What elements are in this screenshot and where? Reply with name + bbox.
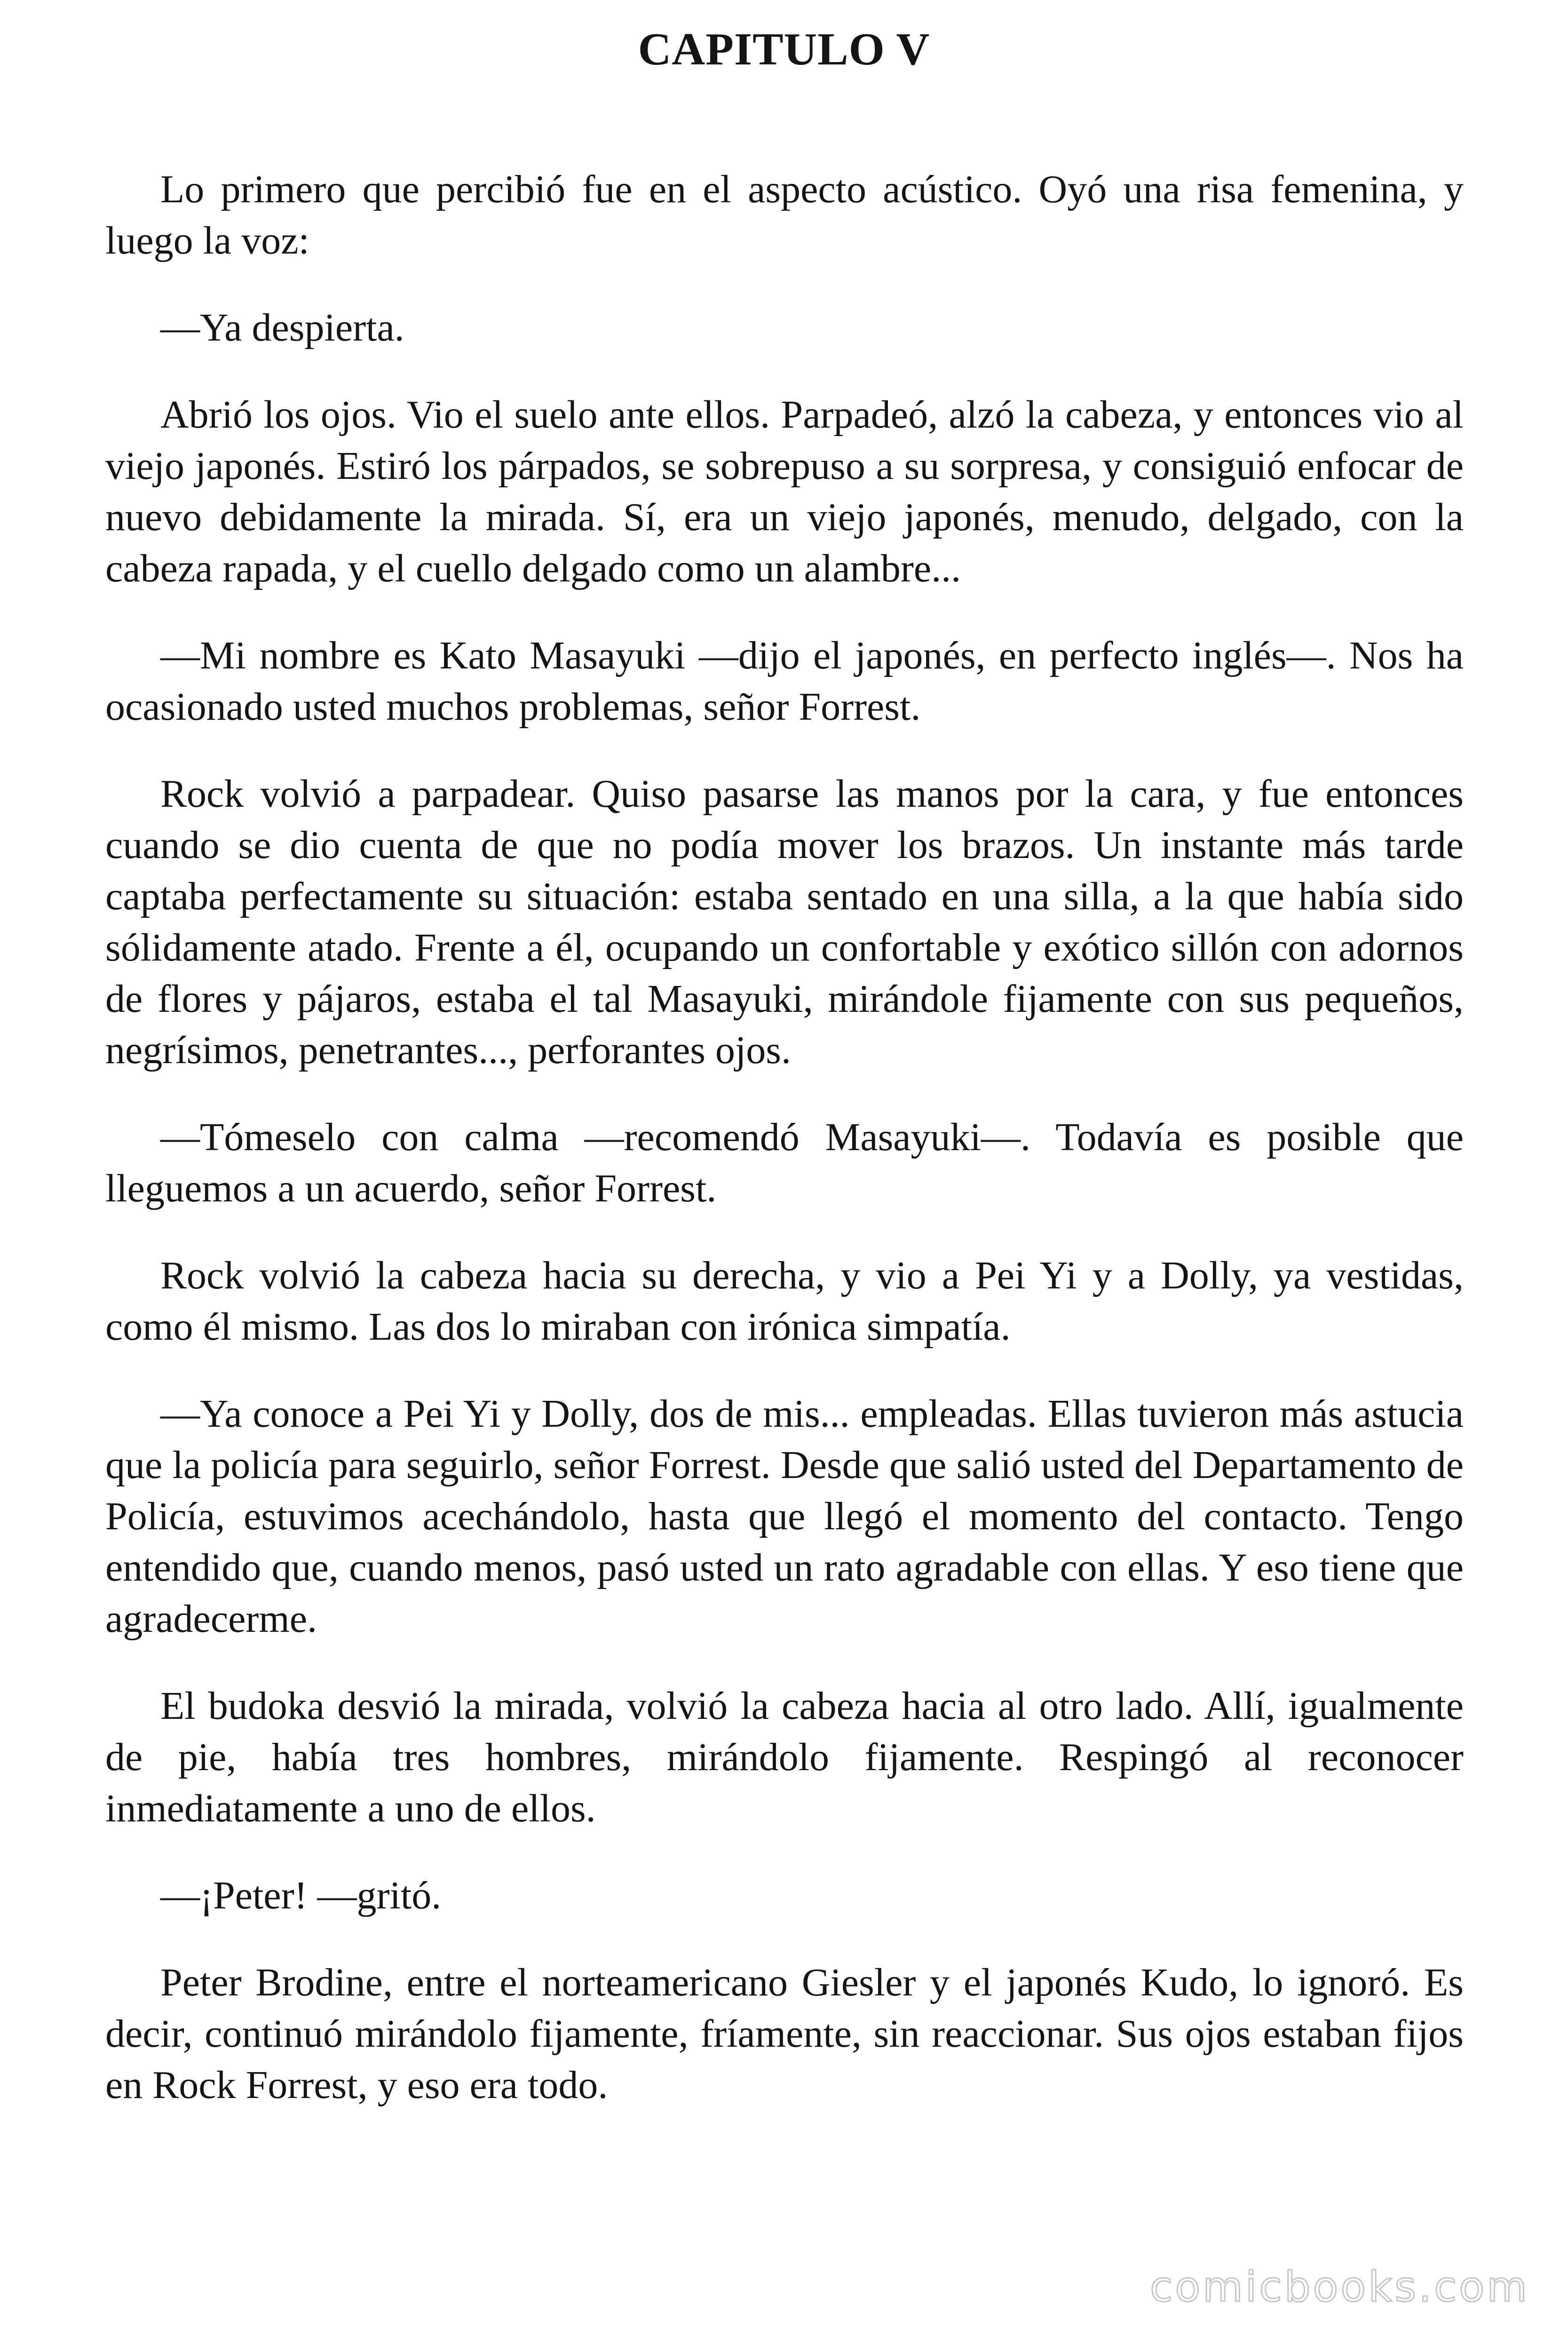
- paragraph: —Mi nombre es Kato Masayuki —dijo el japonés, en perfecto inglés—. Nos ha ocasionado usted muchos problemas, señor Forrest.: [105, 634, 1464, 729]
- paragraph: —Tómeselo con calma —recomendó Masayuki—. Todavía es posible que lleguemos a un acuerdo, señor Forrest.: [105, 1115, 1464, 1210]
- paragraph: Lo primero que percibió fue en el aspecto acústico. Oyó una risa femenina, y luego la voz:: [105, 167, 1464, 262]
- paragraph: —Ya conoce a Pei Yi y Dolly, dos de mis... empleadas. Ellas tuvieron más astucia que la policía para seguirlo, señor Forrest. Desde que salió usted del Departamento de Policía, estuvimos acechándolo, hasta que llegó el momento del contacto. Tengo entendido que, cuando menos, pasó usted un rato agradable con ellas. Y eso tiene que agradecerme.: [105, 1392, 1464, 1641]
- paragraph: Abrió los ojos. Vio el suelo ante ellos. Parpadeó, alzó la cabeza, y entonces vio al viejo japonés. Estiró los párpados, se sobrepuso a su sorpresa, y consiguió enfocar de nuevo debidamente la mirada. Sí, era un viejo japonés, menudo, delgado, con la cabeza rapada, y el cuello delgado como un alambre...: [105, 393, 1464, 590]
- paragraph: Peter Brodine, entre el norteamericano Giesler y el japonés Kudo, lo ignoró. Es decir, continuó mirándolo fijamente, fríamente, sin reaccionar. Sus ojos estaban fijos en Rock Forrest, y eso era todo.: [105, 1961, 1464, 2107]
- chapter-body: [105, 164, 1464, 2146]
- paragraph: —Ya despierta.: [160, 306, 404, 350]
- paragraph: Rock volvió la cabeza hacia su derecha, y vio a Pei Yi y a Dolly, ya vestidas, como él mismo. Las dos lo miraban con irónica simpatía.: [105, 1254, 1464, 1349]
- paragraph: —¡Peter! —gritó.: [160, 1874, 442, 1917]
- paragraph: Rock volvió a parpadear. Quiso pasarse las manos por la cara, y fue entonces cuando se dio cuenta de que no podía mover los brazos. Un instante más tarde captaba perfectamente su situación: estaba sentado en una silla, a la que había sido sólidamente atado. Frente a él, ocupando un confortable y exótico sillón con adornos de flores y pájaros, estaba el tal Masayuki, mirándole fijamente con sus pequeños, negrísimos, penetrantes..., perforantes ojos.: [105, 772, 1464, 1072]
- chapter-title: CAPITULO V: [638, 24, 930, 75]
- watermark-logo: comicbooks.com: [1149, 2263, 1529, 2311]
- paragraph: El budoka desvió la mirada, volvió la cabeza hacia al otro lado. Allí, igualmente de pie, había tres hombres, mirándolo fijamente. Respingó al reconocer inmediatamente a uno de ellos.: [105, 1684, 1464, 1830]
